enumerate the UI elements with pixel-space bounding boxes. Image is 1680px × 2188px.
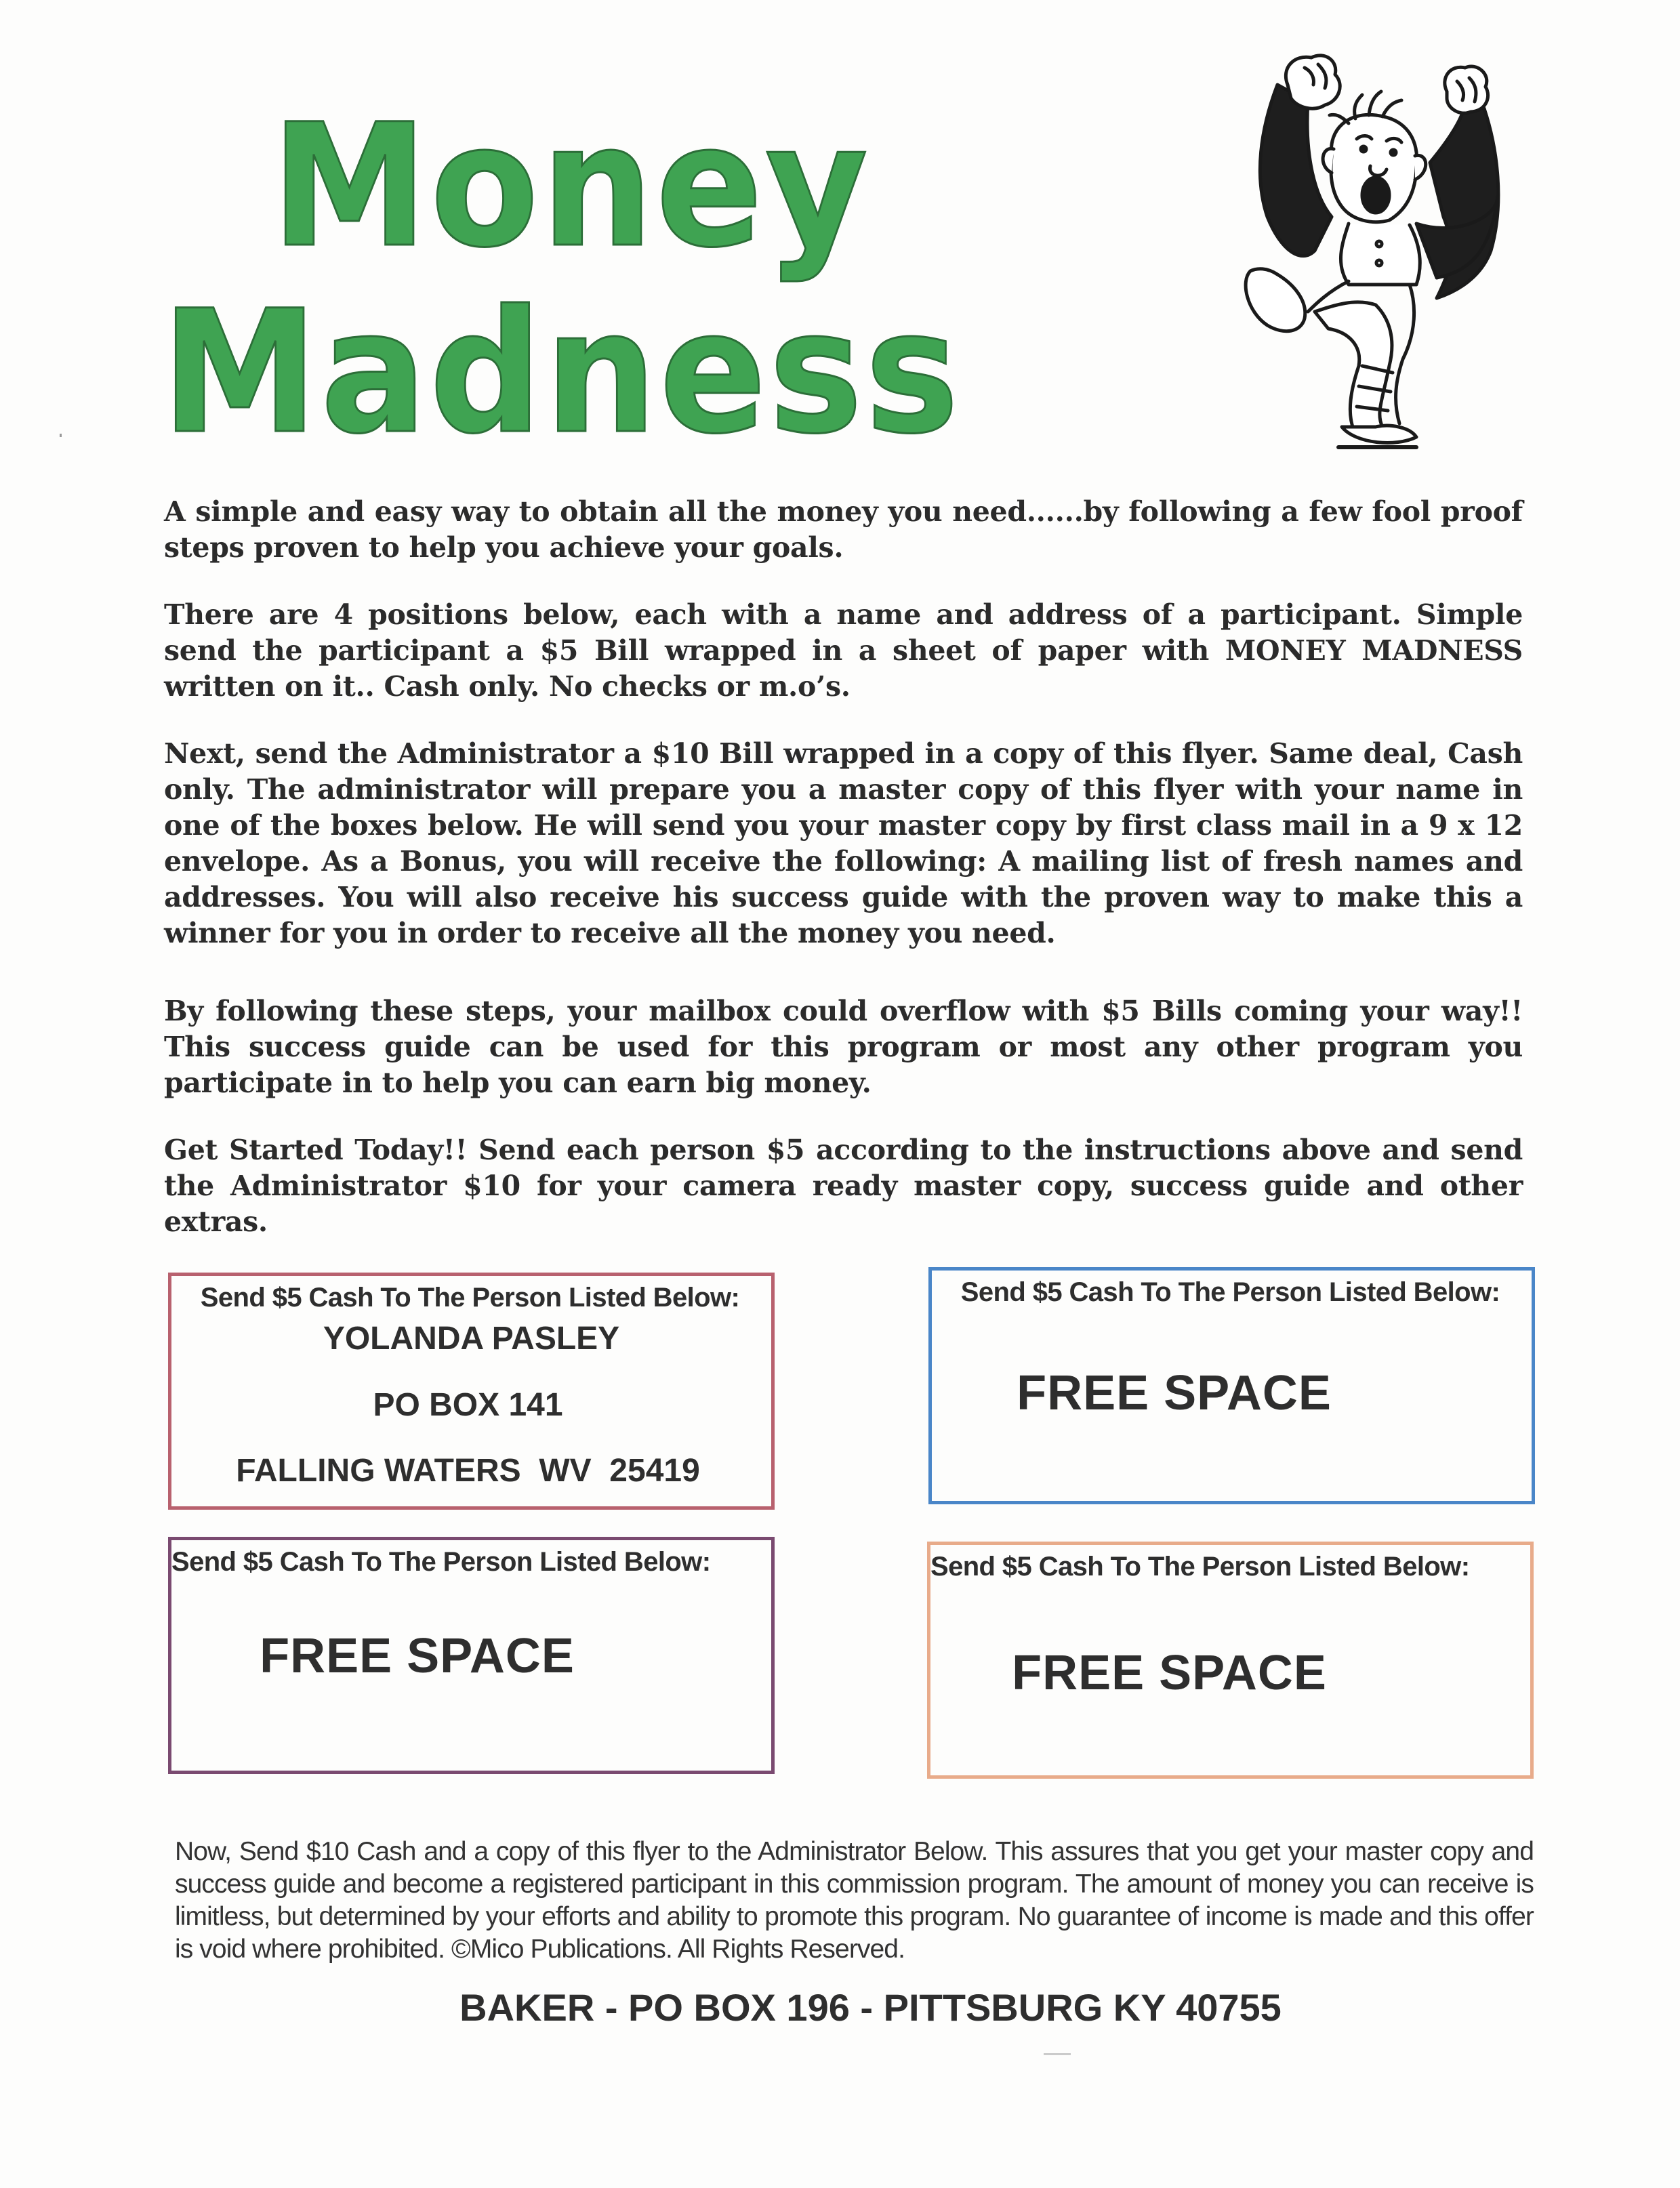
cartoon-man-icon [1213, 47, 1532, 454]
mailbox-paragraph: By following these steps, your mailbox could overflow with $5 Bills coming your way!! This success guide can be used for this program or most any other program you participate in to help you can earn big money. [164, 995, 1523, 1099]
administrator-paragraph: Next, send the Administrator a $10 Bill wrapped in a copy of this flyer. Same deal, Cash only. The administrator will prepare you a master copy of this flyer with your name in one of the boxes below. He will send you your master copy by first class mail in a 9 x 12 envelope. As a Bonus, you will receive the following: A mailing list of fresh names and addresses. You will also receive his success guide with the proven way to make this a winner for you in order to receive all the money you need. [164, 737, 1523, 949]
position-box-1 [168, 1273, 775, 1510]
administrator-address: BAKER - PO BOX 196 - PITTSBURG KY 40755 [459, 1986, 1282, 2029]
free-space-label: FREE SPACE [260, 1629, 575, 1683]
position-header: Send $5 Cash To The Person Listed Below: [960, 1277, 1500, 1307]
scan-speck [60, 434, 62, 437]
title-madness: Madness [161, 274, 962, 471]
participant-name: YOLANDA PASLEY [323, 1321, 620, 1357]
position-header: Send $5 Cash To The Person Listed Below: [171, 1547, 711, 1577]
free-space-label: FREE SPACE [1017, 1366, 1332, 1420]
position-header: Send $5 Cash To The Person Listed Below: [930, 1552, 1470, 1582]
disclaimer-text: Now, Send $10 Cash and a copy of this flyer to the Administrator Below. This assures that you get your master copy and success guide and become a registered participant in this commission program. The amount of money you can receive is limitless, but determined by your efforts and ability to promote this program. No guarantee of income is made and this offer is void where prohibited. ©Mico Publications. All Rights Reserved. [175, 1837, 1534, 1964]
position-header: Send $5 Cash To The Person Listed Below: [200, 1283, 740, 1313]
free-space-label: FREE SPACE [1012, 1646, 1327, 1700]
position-box-4 [927, 1542, 1534, 1779]
position-box-3 [168, 1537, 775, 1774]
get-started-paragraph: Get Started Today!! Send each person $5 according to the instructions above and send the Administrator $10 for your camera ready master copy, success guide and other extras. [164, 1134, 1523, 1238]
participant-city-state-zip: FALLING WATERS WV 25419 [236, 1453, 700, 1489]
participant-street: PO BOX 141 [373, 1387, 563, 1423]
scan-speck [1044, 2053, 1071, 2055]
positions-paragraph: There are 4 positions below, each with a name and address of a participant. Simple send the participant a $5 Bill wrapped in a sheet of paper with MONEY MADNESS written on it.. Cash only. No checks or m.o’s. [164, 598, 1523, 703]
title-money: Money [271, 87, 871, 285]
intro-paragraph: A simple and easy way to obtain all the money you need......by following a few fool proof steps proven to help you achieve your goals. [164, 495, 1523, 564]
position-box-2 [928, 1267, 1535, 1504]
